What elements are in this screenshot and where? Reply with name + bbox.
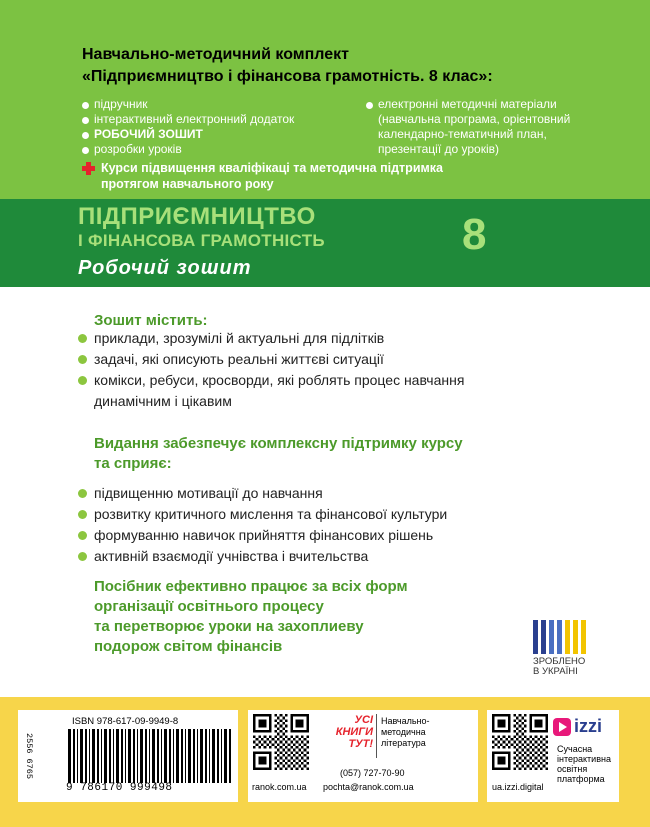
divider — [376, 714, 377, 758]
made-in-ukraine-badge: ЗРОБЛЕНО В УКРАЇНІ — [533, 620, 603, 677]
list-item: підвищенню мотивації до навчання — [78, 483, 558, 504]
list-item: задачі, які описують реальні життєві ситуації — [78, 349, 558, 370]
publisher-phone: (057) 727-70-90 — [340, 768, 405, 778]
kit-title: Навчально-методичний комплект «Підприємництво і фінансова грамотність. 8 клас»: — [82, 46, 493, 85]
qr-code-icon[interactable] — [253, 714, 309, 770]
book-title-line2: І ФІНАНСОВА ГРАМОТНІСТЬ — [78, 231, 325, 250]
list-item: комікси, ребуси, кросворди, які роблять процес навчання динамічним і цікавим — [78, 370, 558, 412]
flag-bar — [573, 620, 578, 654]
kit-list-right — [366, 97, 621, 157]
qr-code-icon[interactable] — [492, 714, 548, 770]
play-icon — [553, 718, 571, 736]
publisher-site-link[interactable]: ranok.com.ua — [252, 782, 307, 792]
section1-heading: Зошит містить: — [94, 312, 208, 329]
flag-bar — [533, 620, 538, 654]
barcode-digits: 9 786170 999498 — [66, 782, 173, 794]
closing-statement: Посібник ефективно працює за всіх форм організації освітнього процесу та перетворює уроки на захоплиеву подорож світом фінансів — [94, 578, 408, 655]
publisher-category: Навчально- методична література — [381, 716, 430, 748]
flag-bar — [557, 620, 562, 654]
list-item: РОБОЧИЙ ЗОШИТ — [82, 127, 294, 142]
flag-bars-icon — [533, 620, 603, 654]
all-books-here: УСІ КНИГИ ТУТ! — [335, 714, 373, 750]
section2-heading: Видання забезпечує комплексну підтримку курсу та сприяє: — [94, 435, 463, 472]
list-item: розробки уроків — [82, 142, 294, 157]
flag-bar — [541, 620, 546, 654]
flag-bar — [565, 620, 570, 654]
izzi-site-link[interactable]: ua.izzi.digital — [492, 782, 544, 792]
vertical-code: 2556 6765 — [24, 733, 34, 779]
barcode — [66, 729, 232, 783]
izzi-description: Сучасна інтерактивна освітня платформа — [557, 744, 611, 784]
grade-number: 8 — [462, 210, 487, 259]
kit-list-left — [82, 97, 294, 157]
book-title-line1: ПІДПРИЄМНИЦТВО — [78, 203, 316, 230]
plus-icon — [82, 162, 95, 175]
section2-list — [78, 483, 558, 567]
isbn-label: ISBN 978-617-09-9949-8 — [72, 716, 179, 727]
list-item: інтерактивний електронний додаток — [82, 112, 294, 127]
courses-note: Курси підвищення кваліфікаці та методична підтримка протягом навчального року — [101, 161, 443, 191]
flag-bar — [581, 620, 586, 654]
list-item: підручник — [82, 97, 294, 112]
list-item: формуванню навичок прийняття фінансових рішень — [78, 525, 558, 546]
izzi-logo: izzi — [553, 716, 617, 738]
book-subtitle: Робочий зошит — [78, 257, 252, 279]
list-item: електронні методичні матеріали (навчальна програма, орієнтовний календарно-тематичний план, презентації до уроків) — [366, 97, 621, 157]
publisher-email-link[interactable]: pochta@ranok.com.ua — [323, 782, 414, 792]
list-item: активній взаємодії учнівства і вчительства — [78, 546, 558, 567]
flag-bar — [549, 620, 554, 654]
section1-list — [78, 328, 558, 412]
list-item: розвитку критичного мислення та фінансової культури — [78, 504, 558, 525]
list-item: приклади, зрозумілі й актуальні для підлітків — [78, 328, 558, 349]
